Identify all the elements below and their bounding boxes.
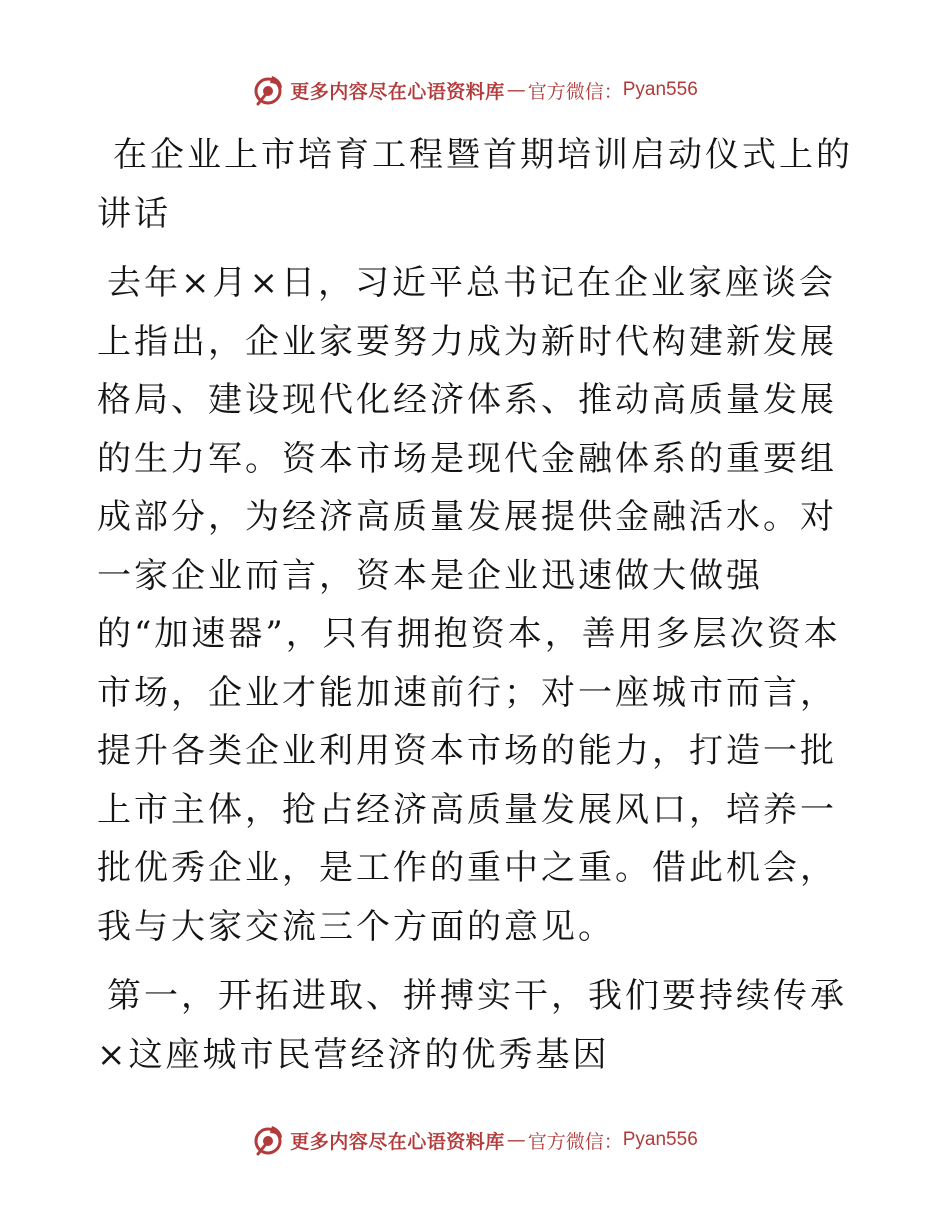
footer-banner: [0, 1120, 950, 1160]
promo-text: 更多内容尽在心语资料库: [290, 80, 505, 103]
banner-dash: —: [506, 79, 526, 101]
banner-dash: —: [506, 1129, 526, 1151]
paragraph: 去年×月×日，习近平总书记在企业家座谈会上指出，企业家要努力成为新时代构建新发展格局、建设现代化经济体系、推动高质量发展的生力军。资本市场是现代金融体系的重要组成部分，为经济高质量发展提供金融活水。对一家企业而言，资本是企业迅速做大做强的“加速器”，只有拥抱资本，善用多层次资本市场，企业才能加速前行；对一座城市而言，提升各类企业利用资本市场的能力，打造一批上市主体，抢占经济高质量发展风口，培养一批优秀企业，是工作的重中之重。借此机会，我与大家交流三个方面的意见。: [97, 263, 841, 947]
wechat-label: 官方微信：: [527, 1130, 623, 1153]
wechat-label: 官方微信：: [527, 80, 623, 103]
document-title: 在企业上市培育工程暨首期培训启动仪式上的讲话: [97, 135, 853, 234]
paragraph: 第一，开拓进取、拼搏实干，我们要持续传承×这座城市民营经济的优秀基因: [97, 976, 847, 1075]
promo-text: 更多内容尽在心语资料库: [290, 1130, 505, 1153]
wechat-id: Pyan556: [622, 1129, 698, 1150]
header-banner: [0, 70, 950, 110]
document-body: [97, 126, 857, 1095]
quill-logo-icon: [252, 74, 284, 106]
quill-logo-icon: [252, 1124, 284, 1156]
wechat-id: Pyan556: [622, 79, 698, 100]
